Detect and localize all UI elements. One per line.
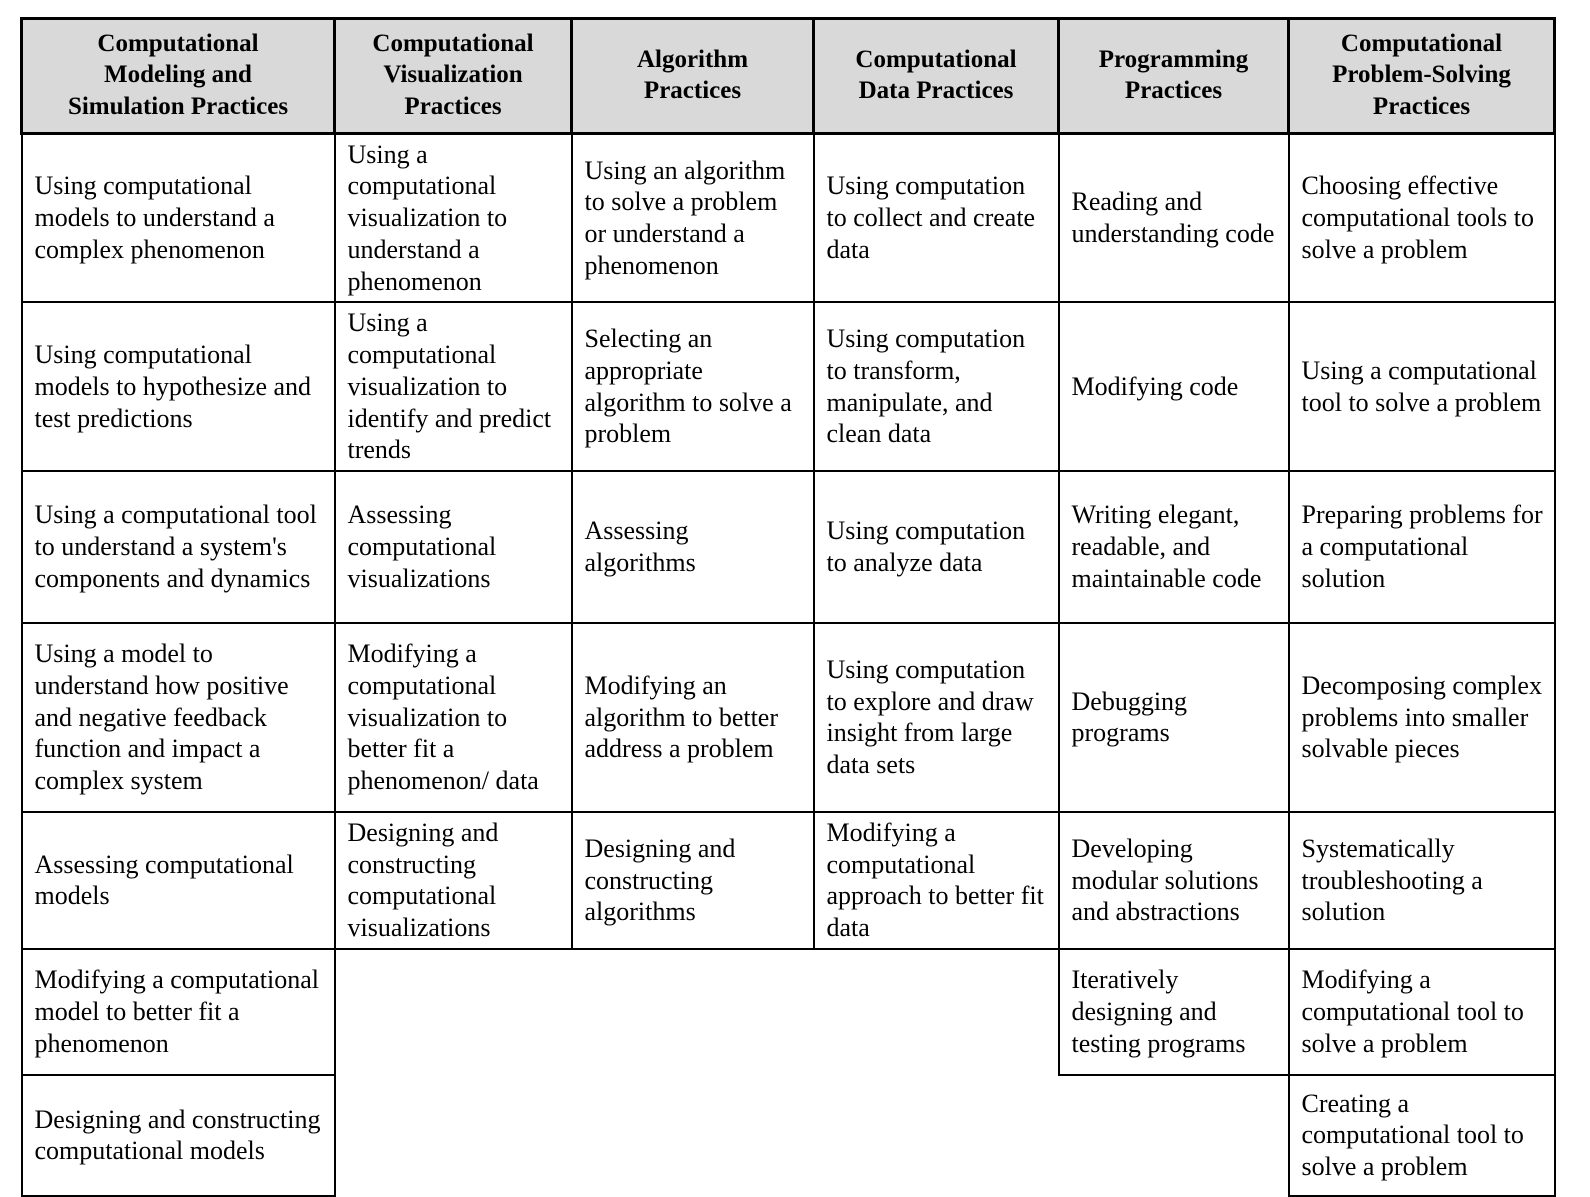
cell-visualization: Assessing computational visualizations: [335, 471, 572, 623]
cell-problem-solving: Modifying a computational tool to solve a problem: [1289, 949, 1555, 1075]
cell-algorithm: Selecting an appropriate algorithm to solve a problem: [572, 302, 814, 471]
cell-modeling: Designing and constructing computational models: [22, 1075, 335, 1196]
cell-problem-solving: Systematically troubleshooting a solution: [1289, 812, 1555, 949]
header-line: Simulation Practices: [67, 92, 289, 120]
cell-visualization: Modifying a computational visualization to better fit a phenomenon/ data: [335, 623, 572, 812]
cell-visualization: Using a computational visualization to identify and predict trends: [335, 302, 572, 471]
table-row: [22, 471, 1555, 623]
table-row: [22, 302, 1555, 471]
cell-problem-solving: Creating a computational tool to solve a problem: [1289, 1075, 1555, 1196]
cell-modeling: Assessing computational models: [22, 812, 335, 949]
cell-data: Using computation to analyze data: [814, 471, 1059, 623]
header-line: Visualization: [383, 61, 523, 89]
column-header-visualization: [335, 19, 572, 134]
cell-visualization: Using a computational visualization to understand a phenomenon: [335, 133, 572, 302]
header-row: [22, 19, 1555, 134]
table-row: [22, 623, 1555, 812]
cell-empty-span: [335, 949, 1059, 1075]
cell-programming: Reading and understanding code: [1059, 133, 1289, 302]
header-line: Data Practices: [858, 76, 1014, 104]
cell-modeling: Using a model to understand how positive and negative feedback function and impact a complex system: [22, 623, 335, 812]
cell-data: Modifying a computational approach to better fit data: [814, 812, 1059, 949]
header-line: Problem-Solving: [1332, 61, 1511, 89]
column-header-algorithm: [572, 19, 814, 134]
header-line: Computational: [97, 30, 259, 57]
table-row: [22, 812, 1555, 949]
header-line: Practices: [404, 92, 502, 120]
cell-data: Using computation to collect and create data: [814, 133, 1059, 302]
column-header-modeling: [22, 19, 335, 134]
cell-problem-solving: Decomposing complex problems into smaller solvable pieces: [1289, 623, 1555, 812]
cell-programming: Debugging programs: [1059, 623, 1289, 812]
cell-data: Using computation to transform, manipulate, and clean data: [814, 302, 1059, 471]
header-line: Computational: [372, 30, 534, 57]
cell-problem-solving: Choosing effective computational tools to solve a problem: [1289, 133, 1555, 302]
table-body: [22, 133, 1555, 1196]
cell-modeling: Using computational models to understand a complex phenomenon: [22, 133, 335, 302]
cell-visualization: Designing and constructing computational visualizations: [335, 812, 572, 949]
cell-algorithm: Using an algorithm to solve a problem or understand a phenomenon: [572, 133, 814, 302]
table-row: [22, 133, 1555, 302]
cell-algorithm: Designing and constructing algorithms: [572, 812, 814, 949]
column-header-problem-solving: [1289, 19, 1555, 134]
cell-modeling: Using computational models to hypothesize and test predictions: [22, 302, 335, 471]
cell-problem-solving: Preparing problems for a computational solution: [1289, 471, 1555, 623]
cell-programming: Modifying code: [1059, 302, 1289, 471]
cell-programming: Writing elegant, readable, and maintainable code: [1059, 471, 1289, 623]
column-header-data: [814, 19, 1059, 134]
computational-thinking-practices-table: [20, 17, 1556, 1197]
table-header: [22, 19, 1555, 134]
cell-problem-solving: Using a computational tool to solve a problem: [1289, 302, 1555, 471]
header-line: Modeling and: [104, 61, 252, 89]
cell-modeling: Using a computational tool to understand a system's components and dynamics: [22, 471, 335, 623]
cell-modeling: Modifying a computational model to better fit a phenomenon: [22, 949, 335, 1075]
header-line: Practices: [643, 76, 742, 104]
cell-empty-span: [335, 1075, 1289, 1196]
cell-data: Using computation to explore and draw insight from large data sets: [814, 623, 1059, 812]
header-line: Computational: [855, 45, 1017, 73]
header-line: Computational: [1340, 30, 1503, 57]
table-row: [22, 949, 1555, 1075]
cell-programming: Developing modular solutions and abstractions: [1059, 812, 1289, 949]
header-line: Algorithm: [636, 45, 749, 73]
cell-algorithm: Modifying an algorithm to better address a problem: [572, 623, 814, 812]
cell-algorithm: Assessing algorithms: [572, 471, 814, 623]
header-line: Programming: [1098, 45, 1249, 73]
table-row: [22, 1075, 1555, 1196]
cell-programming: Iteratively designing and testing programs: [1059, 949, 1289, 1075]
header-line: Practices: [1124, 76, 1223, 104]
header-line: Practices: [1372, 92, 1471, 120]
column-header-programming: [1059, 19, 1289, 134]
